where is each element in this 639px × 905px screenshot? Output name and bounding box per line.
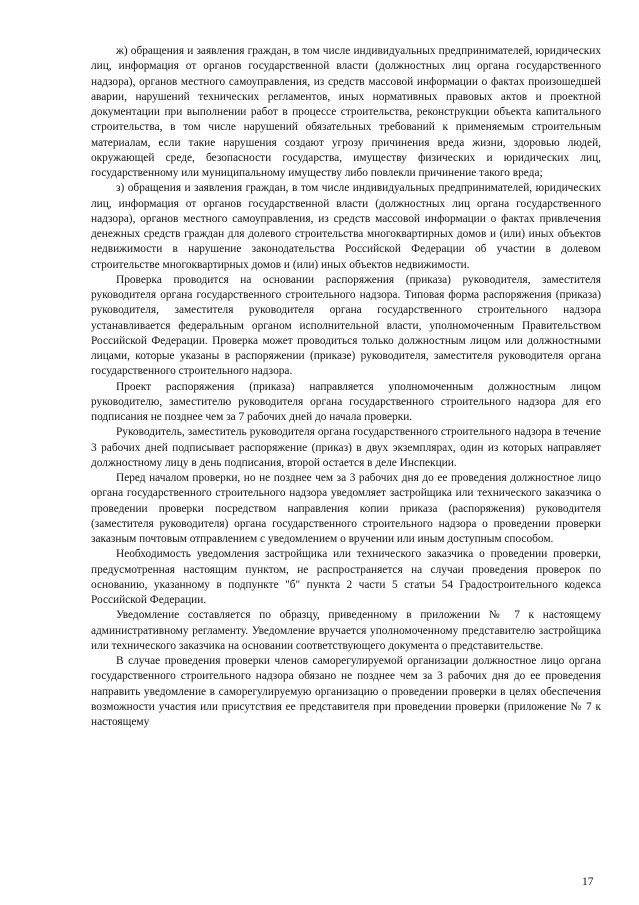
document-page: [91, 44, 601, 730]
paragraph-notification-exception: Необходимость уведомления застройщика или технического заказчика о проведении проверки, предусмотренная настоящим пунктом, не распространяется на случаи проведения проверок по основанию, указанному в подпункте "б" пункта 2 части 5 статьи 54 Градостроительного кодекса Российской Федерации.: [91, 548, 601, 606]
paragraph-order-signing: Руководитель, заместитель руководителя органа государственного строительного надзора в течение 3 рабочих дней подписывает распоряжение (приказ) в двух экземплярах, один из которых направляет должностному лицу в день подписания, второй остается в деле Инспекции.: [91, 426, 601, 469]
page-number: 17: [582, 876, 594, 888]
paragraph-notification-form: Уведомление составляется по образцу, приведенному в приложении № 7 к настоящему административному регламенту. Уведомление вручается уполномоченному представителю застройщика или технического заказчика на основании соответствующего документа о представительстве.: [91, 609, 601, 652]
paragraph-inspection-basis: Проверка проводится на основании распоряжения (приказа) руководителя, заместителя руководителя органа государственного строительного надзора. Типовая форма распоряжения (приказа) руководителя, заместителя руководителя органа государственного строительного надзора устанавливается федеральным органом исполнительной власти, уполномоченным Правительством Российской Федерации. Проверка может проводиться только должностным лицом или должностными лицами, которые указаны в распоряжении (приказе) руководителя, заместителя руководителя органа государственного строительного надзора.: [91, 273, 601, 378]
paragraph-zh: ж) обращения и заявления граждан, в том числе индивидуальных предпринимателей, юридических лиц, информация от органов государственной власти (должностных лиц органа государственного надзора), органов местного самоуправления, из средств массовой информации о фактах произошедшей аварии, нарушений технических регламентов, иных нормативных правовых актов и проектной документации при выполнении работ в процессе строительства, реконструкции объекта капитального строительства, в том числе нарушений обязательных требований к применяемым строительным материалам, если такие нарушения создают угрозу причинения вреда жизни, здоровью людей, окружающей среде, безопасности государства, имуществу физических и юридических лиц, государственному или муниципальному имуществу либо повлекли причинение такого вреда;: [91, 45, 601, 179]
paragraph-order-draft: Проект распоряжения (приказа) направляется уполномоченным должностным лицом руководителю, заместителю руководителя органа государственного строительного надзора для его подписания не позднее чем за 7 рабочих дней до начала проверки.: [91, 380, 601, 423]
paragraph-notification-before-inspection: Перед началом проверки, но не позднее чем за 3 рабочих дня до ее проведения должностное лицо органа государственного строительного надзора уведомляет застройщика или технического заказчика о проведении проверки посредством направления копии приказа (распоряжения) руководителя (заместителя руководителя) органа государственного строительного надзора о проведении проверки заказным почтовым отправлением с уведомлением о вручении или иным доступным способом.: [91, 472, 601, 545]
paragraph-sro-members: В случае проведения проверки членов саморегулируемой организации должностное лицо органа государственного строительного надзора обязано не позднее чем за 3 рабочих дня до ее проведения направить уведомление в саморегулируемую организацию о проведении проверки в целях обеспечения возможности участия или присутствия ее представителя при проведении проверки (приложение № 7 к настоящему: [91, 655, 601, 728]
paragraph-z: з) обращения и заявления граждан, в том числе индивидуальных предпринимателей, юридических лиц, информация от органов государственной власти (должностных лиц органа государственного надзора), органов местного самоуправления, из средств массовой информации о фактах привлечения денежных средств граждан для долевого строительства многоквартирных домов и (или) иных объектов недвижимости в нарушение законодательства Российской Федерации об участии в долевом строительстве многоквартирных домов и (или) иных объектов недвижимости.: [91, 182, 601, 271]
